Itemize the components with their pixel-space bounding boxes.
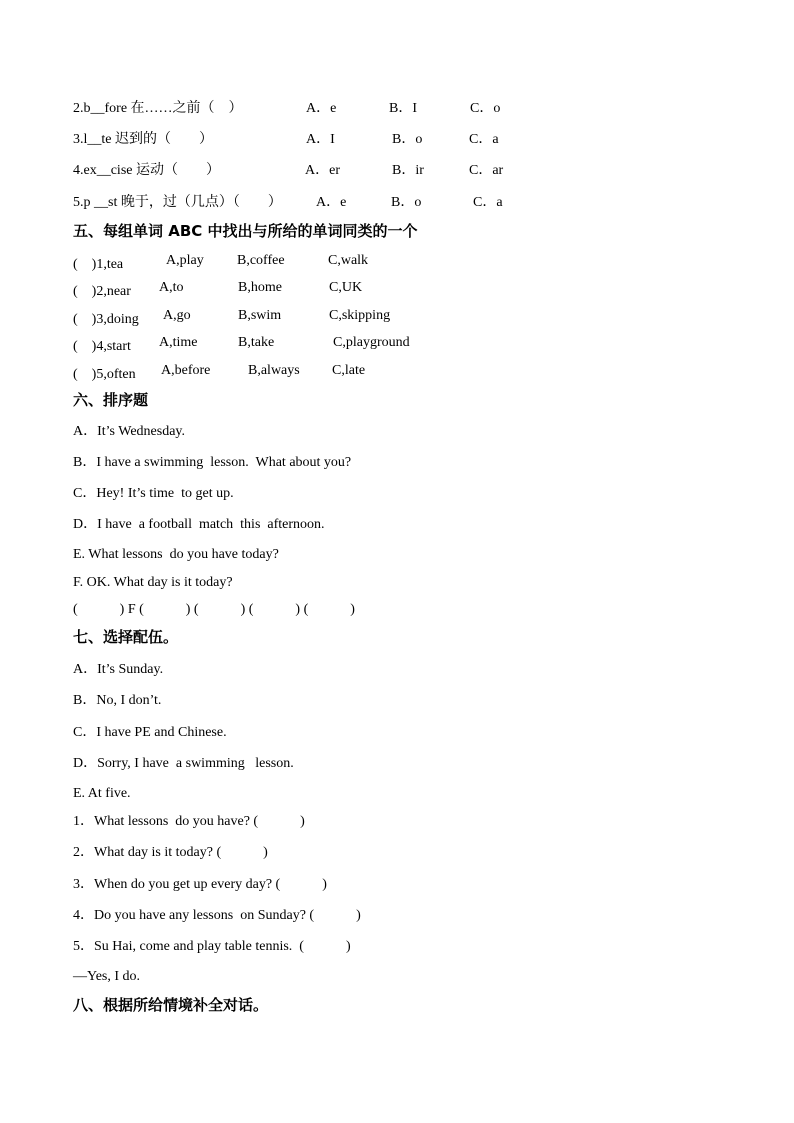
s7-option-c: C．I have PE and Chinese. — [73, 725, 227, 740]
s5-option-c: C,walk — [328, 253, 369, 268]
s7-question-1: 1．What lessons do you have? ( ) — [73, 814, 305, 829]
option-c: C．ar — [469, 163, 504, 178]
s7-option-b: B．No, I don’t. — [73, 693, 162, 708]
s7-option-d: D．Sorry, I have a swimming lesson. — [73, 756, 294, 771]
s6-item-f: F. OK. What day is it today? — [73, 575, 233, 590]
s7-question-4: 4．Do you have any lessons on Sunday? ( ) — [73, 908, 361, 923]
s5-question: ( )4,start — [73, 339, 131, 354]
option-b: B．ir — [392, 163, 424, 178]
s6-order-line: ( ) F ( ) ( ) ( ) ( ) — [73, 602, 355, 617]
section-8-heading: 八、根据所给情境补全对话。 — [73, 996, 269, 1014]
s5-option-b: B,home — [238, 280, 282, 295]
s5-option-c: C,skipping — [329, 308, 391, 323]
fill-stem: 5.p __st 晚于，过（几点）（ ） — [73, 195, 282, 210]
s5-option-a: A,before — [161, 363, 211, 378]
s5-question: ( )1,tea — [73, 257, 124, 272]
s7-reply: —Yes, I do. — [73, 969, 141, 984]
s5-option-c: C,UK — [329, 280, 363, 295]
s5-option-b: B,coffee — [237, 253, 285, 268]
fill-stem: 2.b__fore 在……之前（ ） — [73, 101, 243, 116]
section-7-heading: 七、选择配伍。 — [73, 628, 179, 646]
s5-option-a: A,time — [159, 335, 198, 350]
option-c: C．o — [470, 101, 501, 116]
option-a: A．I — [306, 132, 335, 147]
s6-item-d: D．I have a football match this afternoon. — [73, 517, 325, 532]
option-b: B．o — [391, 195, 422, 210]
s6-item-c: C．Hey! It’s time to get up. — [73, 486, 234, 501]
option-c: C．a — [473, 195, 503, 210]
s5-option-b: B,swim — [238, 308, 282, 323]
s6-item-e: E. What lessons do you have today? — [73, 547, 279, 562]
option-c: C．a — [469, 132, 499, 147]
s7-option-a: A．It’s Sunday. — [73, 662, 164, 677]
s7-question-3: 3．When do you get up every day? ( ) — [73, 877, 327, 892]
s5-question: ( )5,often — [73, 367, 136, 382]
section-5-heading: 五、每组单词 ABC 中找出与所给的单词同类的一个 — [73, 222, 418, 240]
s5-option-a: A,play — [166, 253, 204, 268]
option-b: B．o — [392, 132, 423, 147]
s5-option-b: B,take — [238, 335, 275, 350]
option-b: B．I — [389, 101, 417, 116]
s7-question-2: 2．What day is it today? ( ) — [73, 845, 268, 860]
fill-stem: 3.l__te 迟到的（ ） — [73, 132, 213, 147]
section-6-heading: 六、排序题 — [73, 391, 149, 409]
s6-item-a: A．It’s Wednesday. — [73, 424, 186, 439]
s5-option-c: C,late — [332, 363, 366, 378]
s5-option-b: B,always — [248, 363, 300, 378]
option-a: A．e — [316, 195, 347, 210]
s5-question: ( )2,near — [73, 284, 131, 299]
s6-item-b: B．I have a swimming lesson. What about you? — [73, 455, 352, 470]
fill-stem: 4.ex__cise 运动（ ） — [73, 163, 220, 178]
option-a: A．er — [305, 163, 340, 178]
s5-question: ( )3,doing — [73, 312, 139, 327]
s7-question-5: 5．Su Hai, come and play table tennis. ( ) — [73, 939, 351, 954]
s5-option-a: A,go — [163, 308, 191, 323]
option-a: A．e — [306, 101, 337, 116]
s7-option-e: E. At five. — [73, 786, 131, 801]
s5-option-a: A,to — [159, 280, 184, 295]
s5-option-c: C,playground — [333, 335, 410, 350]
